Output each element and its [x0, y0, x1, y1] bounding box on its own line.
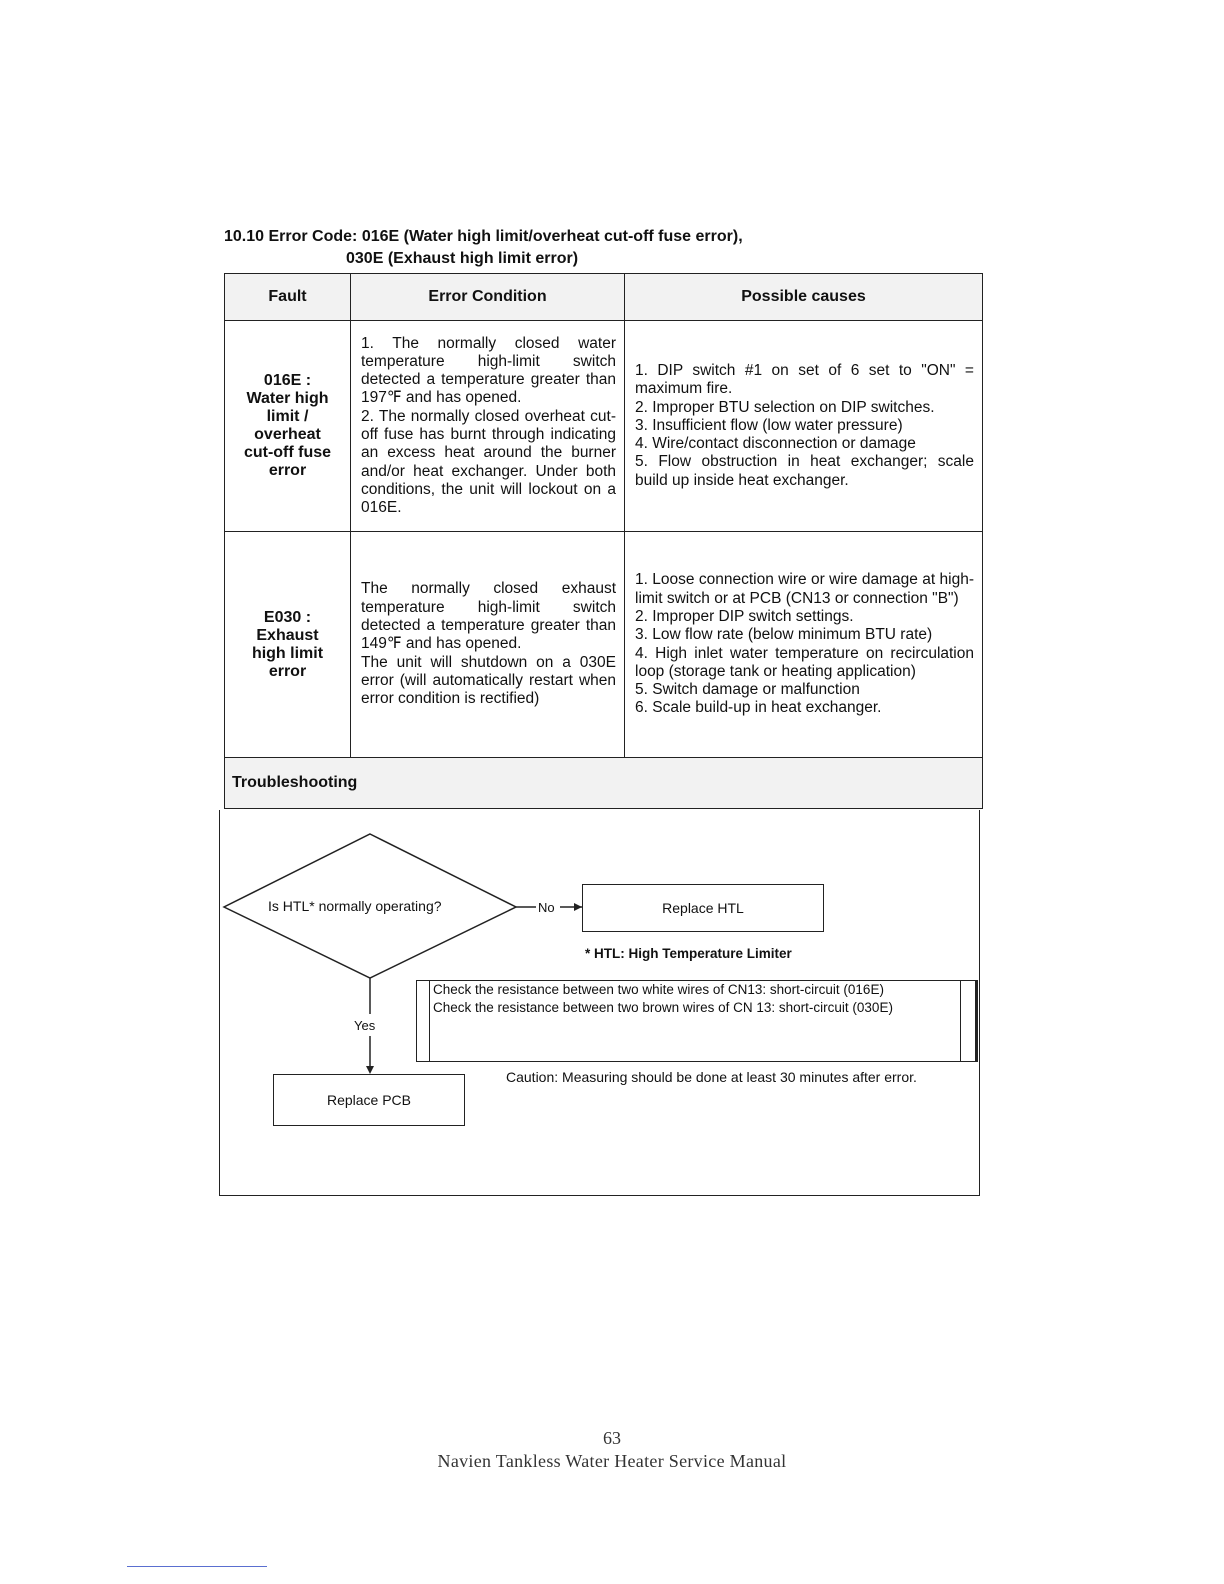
condition-016e: 1. The normally closed water temperature high-limit switch detected a temperature greater than 197℉ and has opened. 2. The normally closed overheat cut-off fuse has burnt through indicating an excess heat around the burner and/or heat exchanger. Under both conditions, the unit will lockout on a 016E.: [351, 321, 625, 532]
check-030e: Check the resistance between two brown wires of CN 13: short-circuit (030E): [433, 1000, 893, 1015]
fault-e030: E030 : Exhaust high limit error: [225, 532, 351, 758]
decision-question: Is HTL* normally operating?: [268, 898, 442, 914]
yes-label: Yes: [354, 1018, 376, 1033]
heading-line-1: 10.10 Error Code: 016E (Water high limit/overheat cut-off fuse error),: [224, 228, 743, 245]
condition-e030: The normally closed exhaust temperature high-limit switch detected a temperature greater than 149℉ and has opened. The unit will shutdown on a 030E error (will automatically restart when error condition is rectified): [351, 532, 625, 758]
resistance-check-box: [416, 980, 978, 1062]
replace-htl-label: Replace HTL: [662, 900, 744, 916]
fault-016e: 016E : Water high limit / overheat cut-off fuse error: [225, 321, 351, 532]
no-arrowhead: [574, 903, 582, 911]
page-number: 63: [603, 1428, 621, 1448]
heading-line-2: 030E (Exhaust high limit error): [346, 250, 579, 267]
manual-title: Navien Tankless Water Heater Service Manual: [437, 1451, 787, 1471]
header-fault: Fault: [225, 274, 351, 321]
header-condition: Error Condition: [351, 274, 625, 321]
header-causes: Possible causes: [625, 274, 983, 321]
footer-link-underline: [127, 1566, 267, 1567]
htl-note: * HTL: High Temperature Limiter: [585, 946, 792, 961]
replace-htl-box: [582, 884, 824, 932]
check-016e: Check the resistance between two white wires of CN13: short-circuit (016E): [433, 982, 884, 997]
causes-e030: 1. Loose connection wire or wire damage at high-limit switch or at PCB (CN13 or connection "B") 2. Improper DIP switch settings. 3. Low flow rate (below minimum BTU rate) 4. High inlet water temperature on recirculation loop (storage tank or heating application) 5. Switch damage or malfunction 6. Scale build-up in heat exchanger.: [625, 532, 983, 758]
causes-016e: 1. DIP switch #1 on set of 6 set to "ON" = maximum fire. 2. Improper BTU selection on DIP switches. 3. Insufficient flow (low water pressure) 4. Wire/contact disconnection or damage 5. Flow obstruction in heat exchanger; scale build up inside heat exchanger.: [625, 321, 983, 532]
troubleshooting-header: Troubleshooting: [225, 758, 983, 809]
yes-arrowhead: [366, 1066, 374, 1074]
replace-pcb-label: Replace PCB: [326, 1092, 412, 1108]
caution-note: Caution: Measuring should be done at least 30 minutes after error.: [506, 1069, 917, 1085]
no-label: No: [538, 900, 555, 915]
replace-pcb-box: [273, 1074, 465, 1126]
